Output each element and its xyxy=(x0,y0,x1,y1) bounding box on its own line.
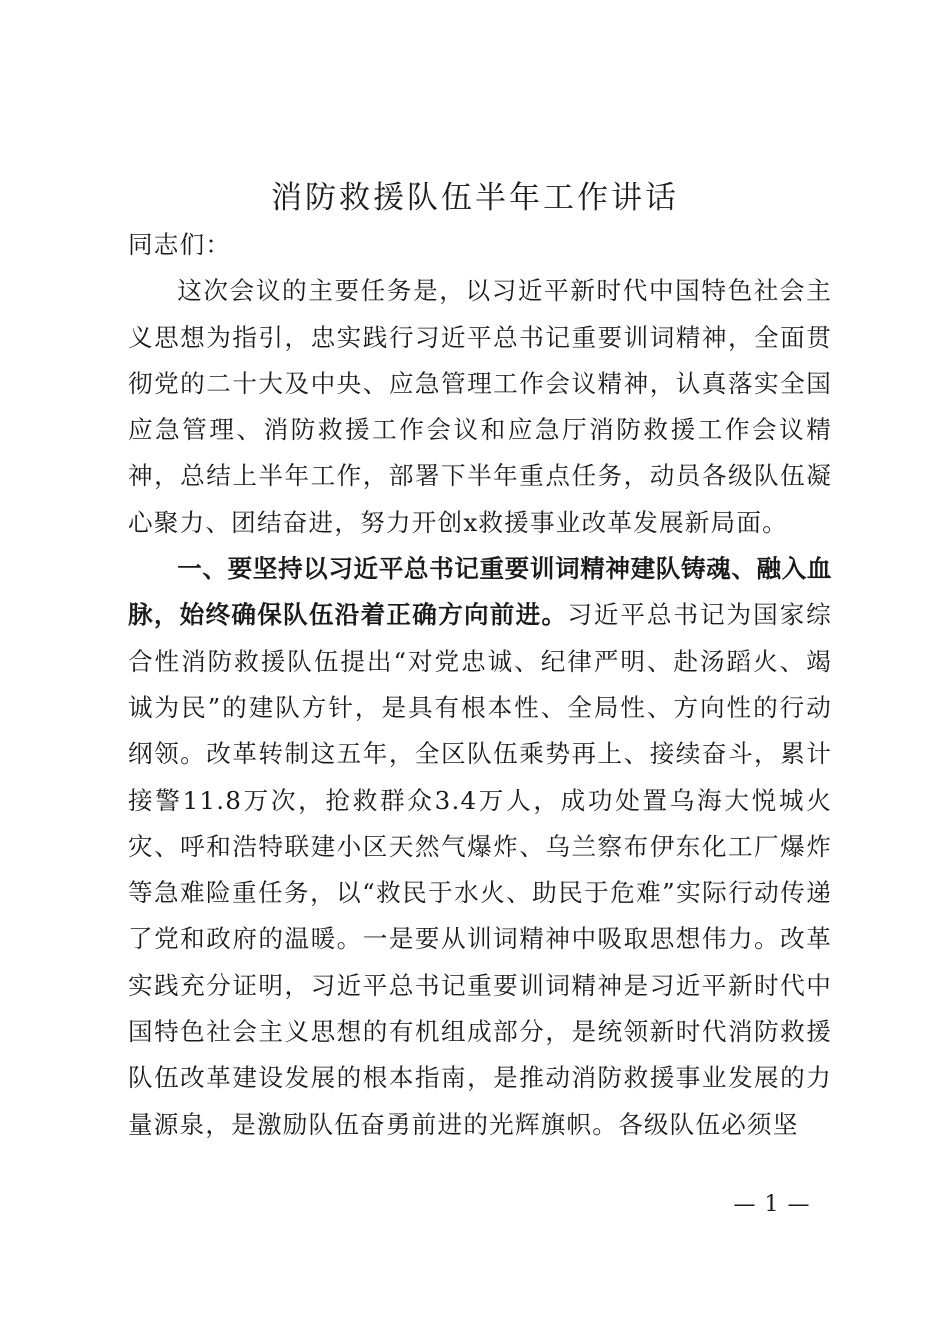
section-one-paragraph xyxy=(128,546,832,1148)
intro-paragraph: 这次会议的主要任务是，以习近平新时代中国特色社会主义思想为指引，忠实践行习近平总书记重要训词精神，全面贯彻党的二十大及中央、应急管理工作会议精神，认真落实全国应急管理、消防救援工作会议和应急厅消防救援工作会议精神，总结上半年工作，部署下半年重点任务，动员各级队伍凝心聚力、团结奋进，努力开创x救援事业改革发展新局面。 xyxy=(128,276,832,537)
page-number: — 1 — xyxy=(733,1192,811,1217)
section-one-text: 习近平总书记为国家综合性消防救援队伍提出“对党忠诚、纪律严明、赴汤蹈火、竭诚为民”的建队方针，是具有根本性、全局性、方向性的行动纲领。改革转制这五年，全区队伍乘势再上、接续奋斗，累计接警11.8万次，抢救群众3.4万人，成功处置乌海大悦城火灾、呼和浩特联建小区天然气爆炸、乌兰察布伊东化工厂爆炸等急难险重任务，以“救民于水火、助民于危难”实际行动传递了党和政府的温暖。一是要从训词精神中吸取思想伟力。改革实践充分证明，习近平总书记重要训词精神是习近平新时代中国特色社会主义思想的有机组成部分，是统领新时代消防救援队伍改革建设发展的根本指南，是推动消防救援事业发展的力量源泉，是激励队伍奋勇前进的光辉旗帜。各级队伍必须坚 xyxy=(128,600,832,1139)
salutation: 同志们： xyxy=(128,230,232,259)
document-body xyxy=(128,222,832,1148)
document-title: 消防救援队伍半年工作讲话 xyxy=(271,180,679,216)
section-one-heading: 一、要坚持以习近平总书记重要训词精神建队铸魂、融入血脉，始终确保队伍沿着正确方向前进。 xyxy=(128,554,832,630)
